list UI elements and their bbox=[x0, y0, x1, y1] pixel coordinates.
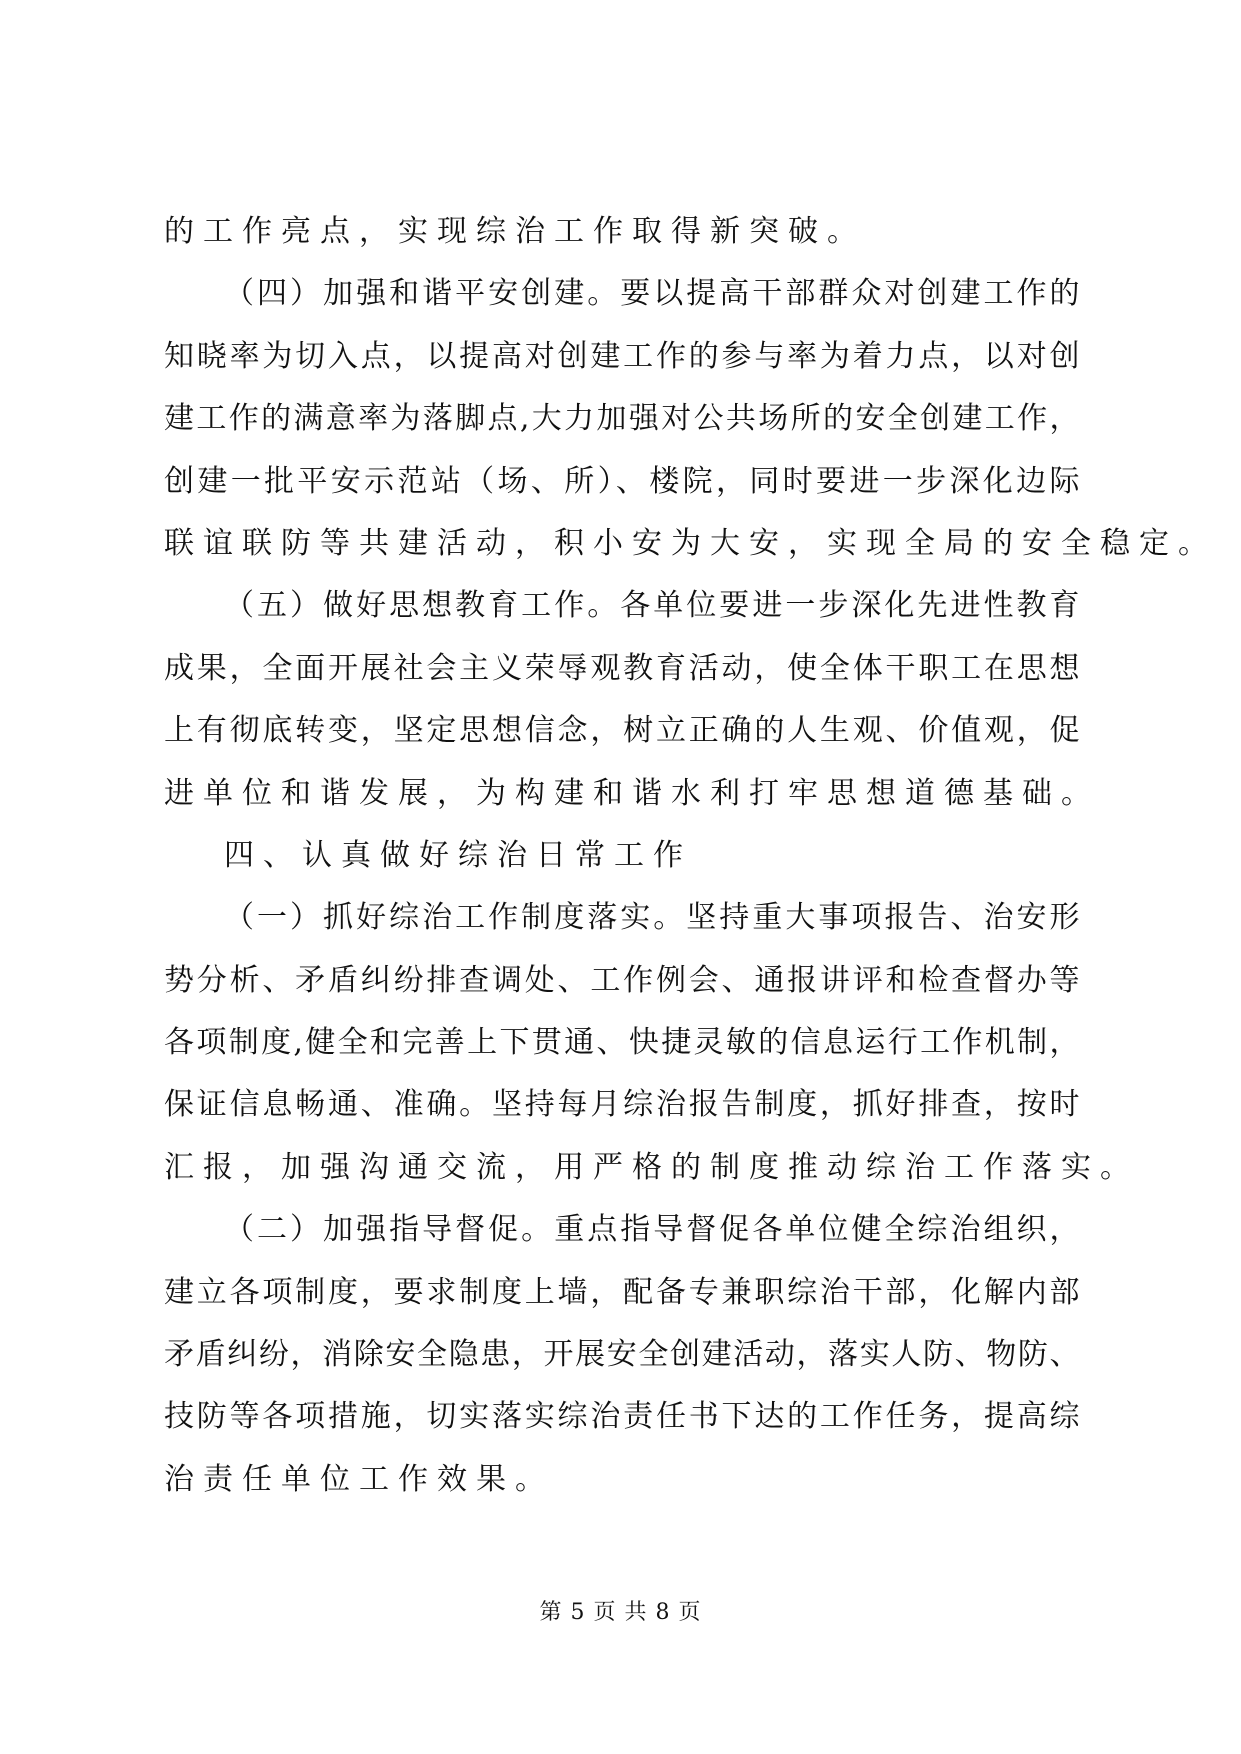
paragraph-line: 建工作的满意率为落脚点,大力加强对公共场所的安全创建工作， bbox=[164, 401, 1080, 437]
paragraph-line: 保证信息畅通、准确。坚持每月综治报告制度，抓好排查，按时 bbox=[164, 1087, 1080, 1123]
paragraph-line: 知晓率为切入点，以提高对创建工作的参与率为着力点，以对创 bbox=[164, 338, 1080, 374]
paragraph-line: （二）加强指导督促。重点指导督促各单位健全综治组织， bbox=[224, 1212, 1080, 1248]
paragraph-line: 联谊联防等共建活动，积小安为大安，实现全局的安全稳定。 bbox=[164, 525, 1217, 561]
paragraph-line: 矛盾纠纷，消除安全隐患，开展安全创建活动，落实人防、物防、 bbox=[164, 1337, 1080, 1373]
paragraph-line: 各项制度,健全和完善上下贯通、快捷灵敏的信息运行工作机制， bbox=[164, 1025, 1080, 1061]
paragraph-line: 建立各项制度，要求制度上墙，配备专兼职综治干部，化解内部 bbox=[164, 1274, 1080, 1310]
paragraph-line: 势分析、矛盾纠纷排查调处、工作例会、通报讲评和检查督办等 bbox=[164, 962, 1080, 998]
paragraph-line: 上有彻底转变，坚定思想信念，树立正确的人生观、价值观，促 bbox=[164, 713, 1080, 749]
paragraph-line: 创建一批平安示范站（场、所）、楼院，同时要进一步深化边际 bbox=[164, 463, 1080, 499]
paragraph-line: （一）抓好综治工作制度落实。坚持重大事项报告、治安形 bbox=[224, 900, 1080, 936]
paragraph-line: 进单位和谐发展，为构建和谐水利打牢思想道德基础。 bbox=[164, 775, 1100, 811]
document-body bbox=[164, 201, 1217, 1511]
section-heading: 四、认真做好综治日常工作 bbox=[224, 837, 692, 873]
page-number-footer: 第 5 页 共 8 页 bbox=[539, 1600, 702, 1625]
paragraph-line: （五）做好思想教育工作。各单位要进一步深化先进性教育 bbox=[224, 588, 1080, 624]
paragraph-line: 成果，全面开展社会主义荣辱观教育活动，使全体干职工在思想 bbox=[164, 650, 1080, 686]
paragraph-line: 治责任单位工作效果。 bbox=[164, 1461, 554, 1497]
paragraph-line: （四）加强和谐平安创建。要以提高干部群众对创建工作的 bbox=[224, 276, 1080, 312]
paragraph-line: 的工作亮点，实现综治工作取得新突破。 bbox=[164, 214, 866, 249]
paragraph-line: 汇报，加强沟通交流，用严格的制度推动综治工作落实。 bbox=[164, 1149, 1139, 1185]
paragraph-line: 技防等各项措施，切实落实综治责任书下达的工作任务，提高综 bbox=[164, 1399, 1080, 1435]
